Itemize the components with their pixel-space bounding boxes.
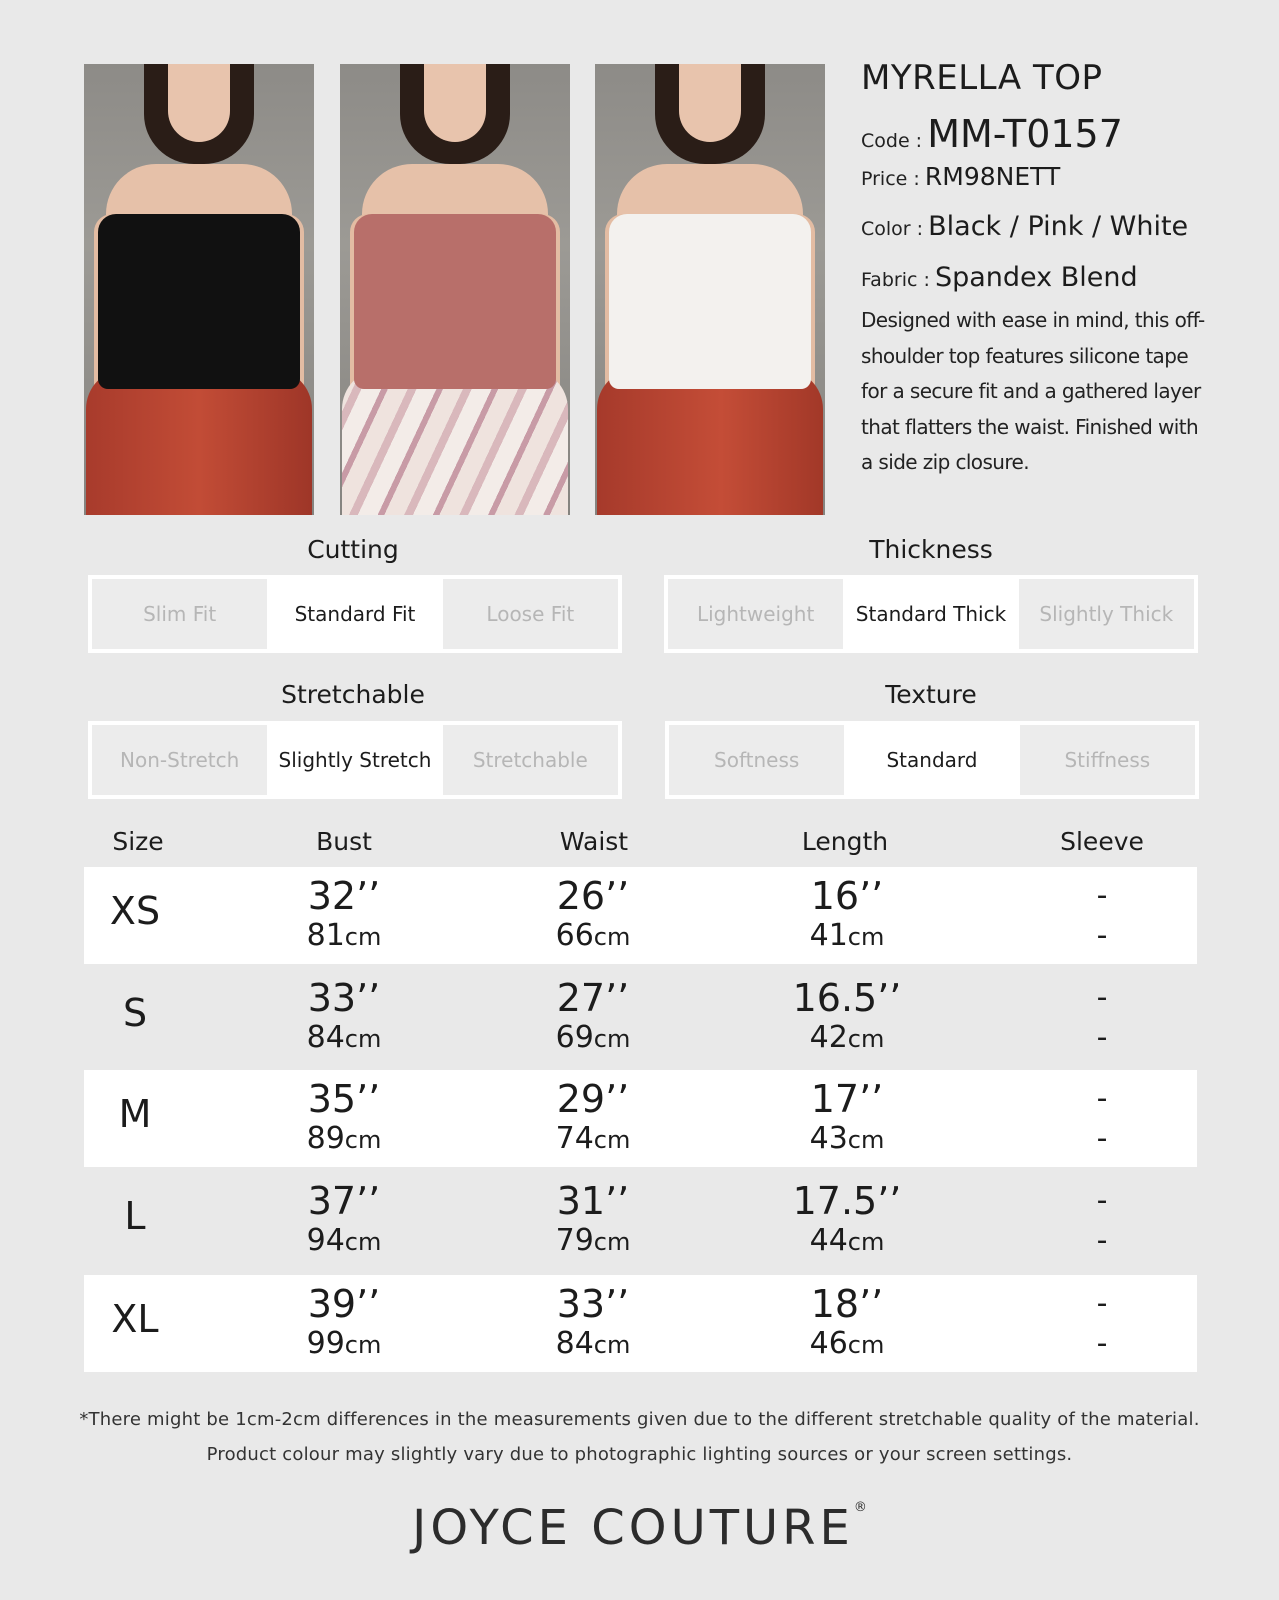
bust-cm xyxy=(307,1327,382,1362)
top-garment xyxy=(98,214,300,389)
bust-cm-value: 89 xyxy=(306,1121,345,1156)
waist-cm-value: 74 xyxy=(555,1121,594,1156)
length-inch: 17’’ xyxy=(810,1077,884,1121)
waist-inch: 31’’ xyxy=(556,1179,630,1223)
cm-unit: cm xyxy=(344,1331,382,1359)
cm-unit: cm xyxy=(344,1126,382,1154)
cm-unit: cm xyxy=(593,1126,631,1154)
bust-cm-value: 84 xyxy=(306,1020,345,1055)
measurement-note: *There might be 1cm-2cm differences in the measurements given due to the different stretchable quality of the material. xyxy=(79,1409,1200,1430)
skirt xyxy=(342,369,568,515)
length-cm xyxy=(810,1021,885,1056)
sleeve-inch: - xyxy=(1096,1286,1108,1321)
length-cm xyxy=(810,919,885,954)
size-cell: XL xyxy=(111,1297,159,1341)
product-info xyxy=(861,58,1206,481)
length-inch: 17.5’’ xyxy=(792,1179,902,1223)
sleeve-inch: - xyxy=(1096,1183,1108,1218)
top-garment xyxy=(354,214,556,389)
model-face xyxy=(168,64,230,142)
size-cell: S xyxy=(122,991,148,1035)
length-inch: 16’’ xyxy=(810,874,884,918)
product-fabric: Spandex Blend xyxy=(934,262,1138,293)
bust-inch: 39’’ xyxy=(307,1282,381,1326)
skirt xyxy=(597,369,823,515)
thickness-option-selected: Standard Thick xyxy=(843,579,1018,649)
cutting-option: Slim Fit xyxy=(92,579,267,649)
waist-cm-value: 69 xyxy=(555,1020,594,1055)
registered-mark: ® xyxy=(853,1500,867,1515)
thickness-option: Slightly Thick xyxy=(1019,579,1194,649)
cm-unit: cm xyxy=(847,1025,885,1053)
cm-unit: cm xyxy=(593,1025,631,1053)
model-face xyxy=(679,64,741,142)
waist-inch: 29’’ xyxy=(556,1077,630,1121)
waist-cm xyxy=(556,1224,631,1259)
bust-inch: 35’’ xyxy=(307,1077,381,1121)
length-cm-value: 46 xyxy=(809,1326,848,1361)
cutting-option-selected: Standard Fit xyxy=(267,579,442,649)
price-row xyxy=(861,162,1206,191)
waist-cm-value: 66 xyxy=(555,918,594,953)
cm-unit: cm xyxy=(593,1228,631,1256)
cm-unit: cm xyxy=(593,1331,631,1359)
thickness-option: Lightweight xyxy=(668,579,843,649)
stretchable-scale xyxy=(88,721,622,799)
cutting-option: Loose Fit xyxy=(443,579,618,649)
bust-inch: 32’’ xyxy=(307,874,381,918)
waist-cm xyxy=(556,1122,631,1157)
table-row xyxy=(84,1070,1197,1167)
size-table-header xyxy=(0,827,1279,861)
waist-cm xyxy=(556,919,631,954)
header-sleeve: Sleeve xyxy=(1060,827,1144,856)
length-cm-value: 44 xyxy=(809,1223,848,1258)
skirt xyxy=(86,369,312,515)
cm-unit: cm xyxy=(344,923,382,951)
cm-unit: cm xyxy=(344,1228,382,1256)
product-photo-pink xyxy=(340,64,570,515)
fabric-label: Fabric : xyxy=(861,269,930,291)
color-row xyxy=(861,211,1206,242)
stretchable-option: Non-Stretch xyxy=(92,725,267,795)
brand-name: JOYCE COUTURE xyxy=(412,1500,854,1556)
header-waist: Waist xyxy=(559,827,629,856)
thickness-scale xyxy=(664,575,1198,653)
texture-option-selected: Standard xyxy=(844,725,1019,795)
length-cm xyxy=(810,1327,885,1362)
sleeve-cm: - xyxy=(1096,1020,1108,1055)
sleeve-cm: - xyxy=(1096,1121,1108,1156)
cm-unit: cm xyxy=(344,1025,382,1053)
texture-option: Softness xyxy=(669,725,844,795)
table-row xyxy=(84,867,1197,964)
color-label: Color : xyxy=(861,218,924,240)
bust-cm-value: 99 xyxy=(306,1326,345,1361)
bust-cm xyxy=(307,1021,382,1056)
product-description: Designed with ease in mind, this off-shoulder top features silicone tape for a secure fit and a gathered layer that flatters the waist. Finished with a side zip closure. xyxy=(861,308,1205,474)
product-color: Black / Pink / White xyxy=(928,211,1189,242)
stretchable-option-selected: Slightly Stretch xyxy=(267,725,442,795)
waist-cm-value: 79 xyxy=(555,1223,594,1258)
length-cm-value: 42 xyxy=(809,1020,848,1055)
sleeve-cm: - xyxy=(1096,918,1108,953)
product-title: MYRELLA TOP xyxy=(861,58,1103,98)
table-row xyxy=(84,969,1197,1066)
cm-unit: cm xyxy=(847,1331,885,1359)
bust-cm xyxy=(307,919,382,954)
length-inch: 16.5’’ xyxy=(792,976,902,1020)
texture-scale xyxy=(665,721,1199,799)
size-cell: XS xyxy=(109,889,161,933)
waist-cm-value: 84 xyxy=(555,1326,594,1361)
sleeve-inch: - xyxy=(1096,1081,1108,1116)
length-cm-value: 41 xyxy=(809,918,848,953)
waist-inch: 26’’ xyxy=(556,874,630,918)
product-code: MM-T0157 xyxy=(927,112,1123,156)
stretchable-option: Stretchable xyxy=(443,725,618,795)
cm-unit: cm xyxy=(847,923,885,951)
sleeve-inch: - xyxy=(1096,878,1108,913)
header-length: Length xyxy=(801,827,889,856)
bust-cm xyxy=(307,1224,382,1259)
waist-cm xyxy=(556,1327,631,1362)
waist-inch: 33’’ xyxy=(556,1282,630,1326)
cm-unit: cm xyxy=(847,1228,885,1256)
length-cm-value: 43 xyxy=(809,1121,848,1156)
table-row xyxy=(84,1275,1197,1372)
bust-cm-value: 81 xyxy=(306,918,345,953)
length-cm xyxy=(810,1122,885,1157)
product-photo-white xyxy=(595,64,825,515)
length-inch: 18’’ xyxy=(810,1282,884,1326)
top-garment xyxy=(609,214,811,389)
model-face xyxy=(424,64,486,142)
product-photo-black xyxy=(84,64,314,515)
code-row xyxy=(861,112,1206,156)
size-cell: M xyxy=(118,1092,152,1136)
sleeve-inch: - xyxy=(1096,980,1108,1015)
size-cell: L xyxy=(124,1194,146,1238)
product-price: RM98NETT xyxy=(924,162,1061,191)
sleeve-cm: - xyxy=(1096,1223,1108,1258)
bust-cm-value: 94 xyxy=(306,1223,345,1258)
code-label: Code : xyxy=(861,130,923,152)
cutting-scale xyxy=(88,575,622,653)
texture-title: Texture xyxy=(885,680,977,709)
sleeve-cm: - xyxy=(1096,1326,1108,1361)
bust-inch: 33’’ xyxy=(307,976,381,1020)
cm-unit: cm xyxy=(593,923,631,951)
header-bust: Bust xyxy=(316,827,372,856)
waist-cm xyxy=(556,1021,631,1056)
price-label: Price : xyxy=(861,168,920,190)
table-row xyxy=(84,1172,1197,1269)
thickness-title: Thickness xyxy=(869,535,993,564)
bust-inch: 37’’ xyxy=(307,1179,381,1223)
header-size: Size xyxy=(112,827,164,856)
cm-unit: cm xyxy=(847,1126,885,1154)
colour-note: Product colour may slightly vary due to photographic lighting sources or your screen settings. xyxy=(206,1444,1073,1465)
bust-cm xyxy=(307,1122,382,1157)
cutting-title: Cutting xyxy=(307,535,399,564)
length-cm xyxy=(810,1224,885,1259)
waist-inch: 27’’ xyxy=(556,976,630,1020)
texture-option: Stiffness xyxy=(1020,725,1195,795)
brand-logo xyxy=(0,1500,1279,1556)
stretchable-title: Stretchable xyxy=(281,680,425,709)
fabric-row xyxy=(861,262,1206,293)
